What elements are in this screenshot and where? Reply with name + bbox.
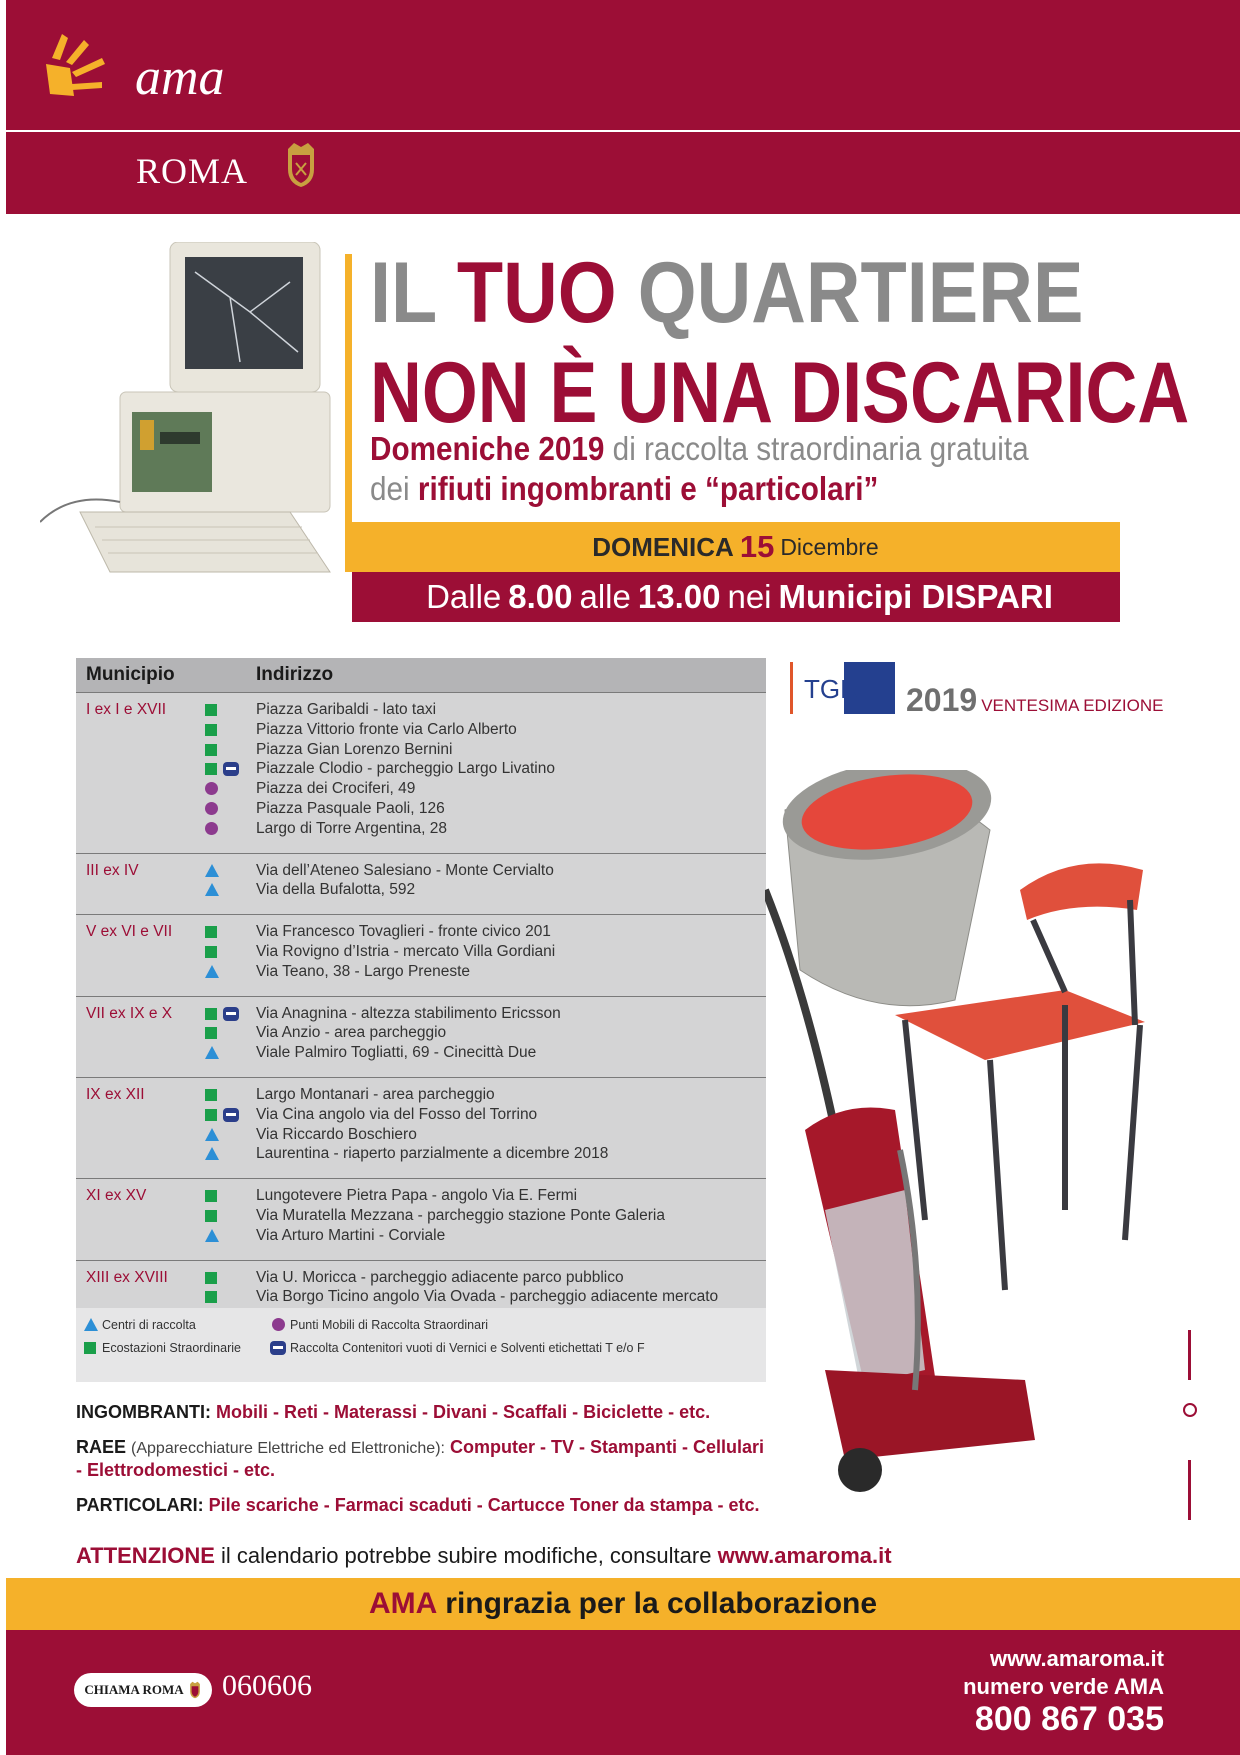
bulky-waste-objects-image — [765, 770, 1205, 1530]
footer-site[interactable]: www.amaroma.it — [989, 1646, 1164, 1671]
subtitle-domeniche: Domeniche 2019 — [370, 430, 605, 467]
tgr-logo — [790, 662, 895, 714]
point-type-icons — [205, 1026, 253, 1041]
ecostazione-square-icon — [205, 1291, 217, 1303]
legend-circle-icon — [272, 1318, 285, 1331]
centro-raccolta-triangle-icon — [205, 965, 219, 978]
address-text: Via Anzio - area parcheggio — [256, 1024, 447, 1042]
list-item — [76, 1269, 766, 1289]
date-number: 15 — [739, 529, 775, 564]
punto-mobile-circle-icon — [205, 782, 218, 795]
list-item — [76, 1024, 766, 1044]
raee-label: RAEE — [76, 1437, 127, 1457]
time-alle: alle — [579, 578, 631, 615]
ecostazione-square-icon — [205, 1272, 217, 1284]
header-municipio: Municipio — [86, 664, 175, 685]
edition-text: VENTESIMA EDIZIONE — [981, 696, 1164, 715]
ecostazione-square-icon — [205, 946, 217, 958]
time-dalle: Dalle — [426, 578, 502, 615]
address-text: Piazza Garibaldi - lato taxi — [256, 701, 437, 718]
address-list — [76, 1005, 766, 1064]
thanks-text: ringrazia per la collaborazione — [445, 1587, 878, 1620]
centro-raccolta-triangle-icon — [205, 1147, 219, 1160]
raee-list-2: - Elettrodomestici - etc. — [76, 1460, 276, 1480]
address-text: Piazzale Clodio - parcheggio Largo Livatino — [256, 760, 555, 778]
attenzione-label: ATTENZIONE — [76, 1543, 215, 1568]
list-item — [76, 1288, 766, 1308]
ecostazione-square-icon — [205, 1008, 217, 1020]
attenzione-line — [76, 1543, 892, 1569]
address-text: Via Rovigno d’Istria - mercato Villa Gordiani — [256, 942, 556, 960]
subtitle-raccolta: di raccolta straordinaria gratuita — [612, 430, 1029, 467]
subtitle-rifiuti: rifiuti ingombranti e “particolari” — [417, 470, 879, 507]
point-type-icons — [205, 1046, 253, 1061]
legend-square-icon — [84, 1342, 96, 1354]
paint-can-icon — [223, 1108, 239, 1122]
address-list — [76, 701, 766, 840]
time-band — [352, 572, 1120, 622]
address-text: Via Borgo Ticino angolo Via Ovada - parcheggio adiacente mercato — [256, 1288, 719, 1306]
address-text: Via Muratella Mezzana - parcheggio stazione Ponte Galeria — [256, 1206, 665, 1224]
address-text: Laurentina - riaperto parzialmente a dicembre 2018 — [256, 1145, 609, 1163]
footer-verde-number[interactable]: 800 867 035 — [974, 1700, 1164, 1738]
particolari-list: Pile scariche - Farmaci scaduti - Cartucce Toner da stampa - etc. — [208, 1495, 760, 1515]
roma-shield-icon — [284, 141, 318, 189]
ecostazione-square-icon — [205, 926, 217, 938]
address-text: Via Riccardo Boschiero — [256, 1125, 417, 1143]
ingombranti-line — [76, 1402, 710, 1423]
point-type-icons — [205, 1189, 253, 1204]
collection-points-table — [76, 658, 766, 1382]
point-type-icons — [205, 762, 253, 777]
thanks-band — [6, 1578, 1240, 1630]
punto-mobile-circle-icon — [205, 822, 218, 835]
table-legend — [76, 1308, 766, 1382]
list-item — [76, 943, 766, 963]
ecostazione-square-icon — [205, 763, 217, 775]
point-type-icons — [205, 965, 253, 980]
centro-raccolta-triangle-icon — [205, 1128, 219, 1141]
table-row — [76, 1077, 766, 1179]
address-text: Via della Bufalotta, 592 — [256, 881, 416, 899]
address-text: Via U. Moricca - parcheggio adiacente parco pubblico — [256, 1268, 624, 1286]
list-item — [76, 701, 766, 721]
broken-computer-image — [40, 242, 360, 612]
chiama-roma-badge — [74, 1673, 212, 1707]
list-item — [76, 862, 766, 882]
point-type-icons — [205, 925, 253, 940]
point-type-icons — [205, 1229, 253, 1244]
list-item — [76, 1086, 766, 1106]
address-list — [76, 1269, 766, 1309]
table-row — [76, 914, 766, 996]
attenzione-link[interactable]: www.amaroma.it — [717, 1543, 892, 1568]
header-divider — [6, 130, 1240, 132]
centro-raccolta-triangle-icon — [205, 883, 219, 896]
table-row — [76, 996, 766, 1078]
edition-label — [906, 682, 1164, 719]
address-list — [76, 1187, 766, 1246]
particolari-label: PARTICOLARI: — [76, 1495, 204, 1515]
ingombranti-list: Mobili - Reti - Materassi - Divani - Scaffali - Biciclette - etc. — [216, 1402, 711, 1422]
address-text: Via Anagnina - altezza stabilimento Ericsson — [256, 1004, 561, 1022]
chiama-shield-icon — [188, 1681, 202, 1699]
raee-note: (Apparecchiature Elettriche ed Elettroniche): — [131, 1440, 445, 1457]
subtitle-dei: dei — [370, 470, 410, 507]
municipio-label: III ex IV — [86, 861, 139, 879]
point-type-icons — [205, 1088, 253, 1103]
municipio-label: XI ex XV — [86, 1187, 147, 1205]
date-band — [345, 522, 1120, 572]
ecostazione-square-icon — [205, 724, 217, 736]
chiama-roma-number[interactable]: 060606 — [222, 1669, 312, 1702]
raee-line-2 — [76, 1460, 275, 1481]
list-item — [76, 1227, 766, 1247]
attenzione-text: il calendario potrebbe subire modifiche, consultare — [221, 1543, 712, 1568]
address-list — [76, 923, 766, 982]
paint-can-icon — [223, 1007, 239, 1021]
address-text: Piazza Pasquale Paoli, 126 — [256, 799, 445, 817]
header-indirizzo: Indirizzo — [256, 664, 334, 685]
hero-accent-bar — [345, 254, 352, 522]
list-item — [76, 1044, 766, 1064]
point-type-icons — [205, 883, 253, 898]
centro-raccolta-triangle-icon — [205, 1229, 219, 1242]
list-item — [76, 1126, 766, 1146]
list-item — [76, 1145, 766, 1165]
point-type-icons — [205, 1108, 253, 1123]
printer-credit-mark — [1182, 1320, 1198, 1530]
table-header — [76, 658, 766, 692]
list-item — [76, 721, 766, 741]
ecostazione-square-icon — [205, 744, 217, 756]
punto-mobile-circle-icon — [205, 802, 218, 815]
centro-raccolta-triangle-icon — [205, 1046, 219, 1059]
legend-triangle-icon — [84, 1318, 98, 1331]
point-type-icons — [205, 945, 253, 960]
address-text: Piazza Vittorio fronte via Carlo Alberto — [256, 720, 517, 738]
chiama-roma-label: CHIAMA ROMA — [84, 1682, 184, 1697]
date-month: Dicembre — [780, 533, 879, 560]
list-item — [76, 963, 766, 983]
ingombranti-label: INGOMBRANTI: — [76, 1402, 211, 1422]
time-nei: nei — [727, 578, 772, 615]
ecostazione-square-icon — [205, 1109, 217, 1121]
municipio-label: I ex I e XVII — [86, 701, 167, 718]
address-text: Via Arturo Martini - Corviale — [256, 1226, 446, 1244]
list-item — [76, 1005, 766, 1025]
address-text: Via Francesco Tovaglieri - fronte civico 201 — [256, 923, 551, 941]
address-text: Via Teano, 38 - Largo Preneste — [256, 962, 470, 980]
address-list — [76, 1086, 766, 1165]
edition-year: 2019 — [906, 682, 978, 718]
point-type-icons — [205, 1209, 253, 1224]
headline-line-1 — [370, 245, 1084, 341]
roma-label: ROMA — [136, 151, 249, 191]
centro-raccolta-triangle-icon — [205, 864, 219, 877]
headline-word-il: IL — [370, 245, 436, 341]
list-item — [76, 741, 766, 761]
legend-paint-can-icon — [270, 1341, 286, 1355]
subtitle-line-1 — [370, 430, 1029, 468]
particolari-line — [76, 1495, 760, 1516]
list-item — [76, 881, 766, 901]
footer-verde-label: numero verde AMA — [963, 1674, 1164, 1699]
ecostazione-square-icon — [205, 1210, 217, 1222]
table-row — [76, 692, 766, 854]
address-text: Viale Palmiro Togliatti, 69 - Cinecittà Due — [256, 1044, 537, 1062]
ecostazione-square-icon — [205, 1027, 217, 1039]
headline-word-tuo: TUO — [456, 245, 617, 341]
legend-centri: Centri di raccolta — [102, 1318, 196, 1332]
list-item — [76, 760, 766, 780]
tgr-text: TGR — [804, 674, 859, 704]
raee-list-1: Computer - TV - Stampanti - Cellulari — [449, 1437, 765, 1457]
ecostazione-square-icon — [205, 1190, 217, 1202]
table-row — [76, 1178, 766, 1260]
legend-ecostazioni: Ecostazioni Straordinarie — [102, 1341, 241, 1355]
address-text: Largo di Torre Argentina, 28 — [256, 819, 448, 837]
point-type-icons — [205, 864, 253, 879]
ama-logo-text: ama — [135, 49, 225, 106]
point-type-icons — [205, 703, 253, 718]
ama-hand-logo-icon — [44, 30, 114, 100]
date-day: DOMENICA — [592, 531, 734, 562]
point-type-icons — [205, 1007, 253, 1022]
address-list — [76, 862, 766, 902]
municipio-label: IX ex XII — [86, 1086, 145, 1103]
point-type-icons — [205, 1128, 253, 1143]
point-type-icons — [205, 1271, 253, 1286]
time-municipi: Municipi DISPARI — [778, 578, 1053, 615]
municipio-label: XIII ex XVIII — [86, 1268, 168, 1286]
point-type-icons — [205, 743, 253, 758]
list-item — [76, 820, 766, 840]
table-row — [76, 853, 766, 916]
point-type-icons — [205, 782, 253, 797]
time-end: 13.00 — [637, 578, 721, 615]
point-type-icons — [205, 802, 253, 817]
municipio-label: V ex VI e VII — [86, 923, 173, 941]
paint-can-icon — [223, 762, 239, 776]
point-type-icons — [205, 723, 253, 738]
legend-punti-mobili: Punti Mobili di Raccolta Straordinari — [290, 1318, 489, 1332]
list-item — [76, 1187, 766, 1207]
headline-word-quartiere: QUARTIERE — [637, 245, 1084, 341]
address-text: Largo Montanari - area parcheggio — [256, 1086, 495, 1103]
address-text: Lungotevere Pietra Papa - angolo Via E. Fermi — [256, 1187, 578, 1205]
headline-line-2: NON È UNA DISCARICA — [370, 345, 1190, 441]
list-item — [76, 1207, 766, 1227]
legend-contenitori: Raccolta Contenitori vuoti di Vernici e Solventi etichettati T e/o F — [290, 1341, 645, 1355]
point-type-icons — [205, 1147, 253, 1162]
address-text: Via Cina angolo via del Fosso del Torrino — [256, 1105, 538, 1123]
municipio-label: VII ex IX e X — [86, 1004, 173, 1022]
ecostazione-square-icon — [205, 704, 217, 716]
address-text: Piazza dei Crociferi, 49 — [256, 780, 416, 798]
subtitle-line-2 — [370, 470, 878, 508]
time-start: 8.00 — [508, 578, 573, 615]
thanks-brand: AMA — [368, 1587, 438, 1620]
list-item — [76, 800, 766, 820]
address-text: Via dell’Ateneo Salesiano - Monte Cervialto — [256, 861, 554, 879]
point-type-icons — [205, 822, 253, 837]
address-text: Piazza Gian Lorenzo Bernini — [256, 740, 453, 758]
point-type-icons — [205, 1290, 253, 1305]
ecostazione-square-icon — [205, 1089, 217, 1101]
list-item — [76, 780, 766, 800]
list-item — [76, 1106, 766, 1126]
list-item — [76, 923, 766, 943]
raee-line — [76, 1437, 764, 1458]
